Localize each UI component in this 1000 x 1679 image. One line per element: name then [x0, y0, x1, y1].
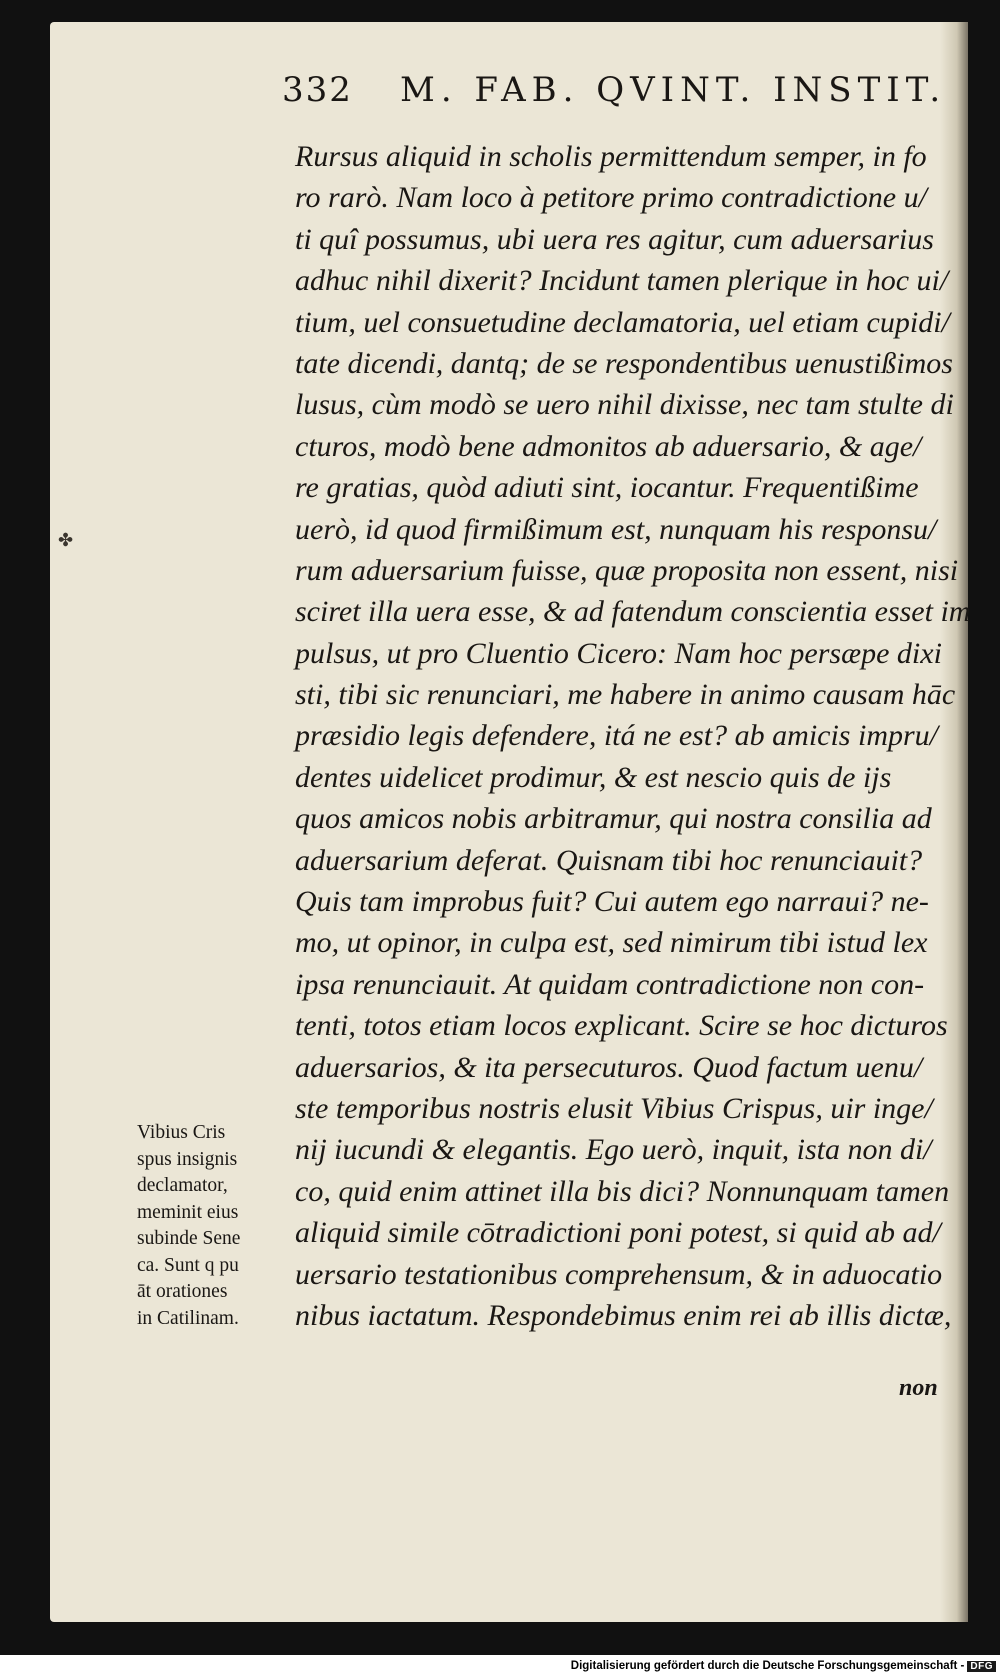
- text-line: tium, uel consuetudine declamatoria, uel etiam cupidi/: [295, 305, 950, 339]
- marginal-line: ca. Sunt q pu: [137, 1254, 239, 1276]
- text-line: quos amicos nobis arbitramur, qui nostra consilia ad: [295, 802, 932, 836]
- text-line: lusus, cùm modò se uero nihil dixisse, nec tam stulte di: [295, 388, 954, 422]
- text-line: re gratias, quòd adiuti sint, iocantur. Frequentißime: [295, 471, 919, 505]
- marginal-line: declamator,: [137, 1175, 228, 1196]
- marginal-line: āt orationes: [137, 1281, 228, 1302]
- text-line: co, quid enim attinet illa bis dici? Nonnunquam tamen: [295, 1174, 950, 1208]
- marginal-line: spus insignis: [137, 1148, 238, 1170]
- text-line: nij iucundi & elegantis. Ego uerò, inquit, ista non di/: [295, 1133, 932, 1167]
- text-line: aliquid simile cōtradictioni poni potest, si quid ab ad/: [295, 1216, 941, 1250]
- text-line: mo, ut opinor, in culpa est, sed nimirum tibi istud lex: [295, 926, 928, 960]
- footer-credit: [571, 1660, 996, 1672]
- text-line: tenti, totos etiam locos explicant. Scire se hoc dicturos: [295, 1009, 948, 1043]
- text-line: pulsus, ut pro Cluentio Cicero: Nam hoc persæpe dixi: [295, 636, 942, 670]
- text-line: dentes uidelicet prodimur, & est nescio quis de ijs: [295, 760, 892, 794]
- text-line: uersario testationibus comprehensum, & in aduocatio: [295, 1257, 943, 1291]
- text-line: ste temporibus nostris elusit Vibius Crispus, uir inge/: [295, 1091, 933, 1125]
- text-line: sciret illa uera esse, & ad fatendum conscientia esset im: [295, 595, 971, 629]
- footer-text: Digitalisierung gefördert durch die Deutsche Forschungsgemeinschaft -: [570, 1660, 965, 1672]
- text-line: nibus iactatum. Respondebimus enim rei ab illis dictæ,: [295, 1298, 952, 1332]
- text-line: ipsa renunciauit. At quidam contradictione non con-: [295, 967, 925, 1001]
- marginal-line: in Catilinam.: [137, 1307, 239, 1329]
- text-line: ro rarò. Nam loco à petitore primo contradictione u/: [295, 181, 927, 215]
- text-line: adhuc nihil dixerit? Incidunt tamen plerique in hoc ui/: [295, 264, 949, 298]
- running-title: M. FAB. QVINT. INSTIT.: [400, 70, 947, 110]
- text-line: aduersarium deferat. Quisnam tibi hoc renunciauit?: [295, 843, 923, 877]
- text-line: præsidio legis defendere, itá ne est? ab amicis impru/: [295, 719, 938, 753]
- text-line: sti, tibi sic renunciari, me habere in animo causam hāc: [295, 678, 956, 712]
- text-line: tate dicendi, dantq; de se respondentibus uenustißimos: [295, 346, 953, 380]
- text-line: Rursus aliquid in scholis permittendum semper, in fo: [295, 140, 927, 173]
- page-number: 332: [282, 70, 353, 110]
- text-line: cturos, modò bene admonitos ab aduersario, & age/: [295, 429, 922, 463]
- marginal-line: subinde Sene: [137, 1228, 241, 1249]
- text-line: Quis tam improbus fuit? Cui autem ego narraui? ne-: [295, 885, 929, 919]
- text-line: ti quî possumus, ubi uera res agitur, cum aduersarius: [295, 222, 934, 256]
- body-text: [295, 136, 971, 1336]
- marginal-line: Vibius Cris: [137, 1122, 226, 1143]
- marginal-line: meminit eius: [137, 1201, 239, 1223]
- catchword: non: [899, 1375, 938, 1401]
- margin-mark-icon: ✤: [58, 530, 74, 551]
- text-line: uerò, id quod firmißimum est, nunquam his responsu/: [295, 512, 937, 546]
- text-line: aduersarios, & ita persecuturos. Quod factum uenu/: [295, 1050, 923, 1084]
- dfg-logo-icon: DFG: [967, 1661, 996, 1672]
- text-line: rum aduersarium fuisse, quæ proposita non essent, nisi: [295, 553, 959, 587]
- marginal-note: [137, 1120, 287, 1332]
